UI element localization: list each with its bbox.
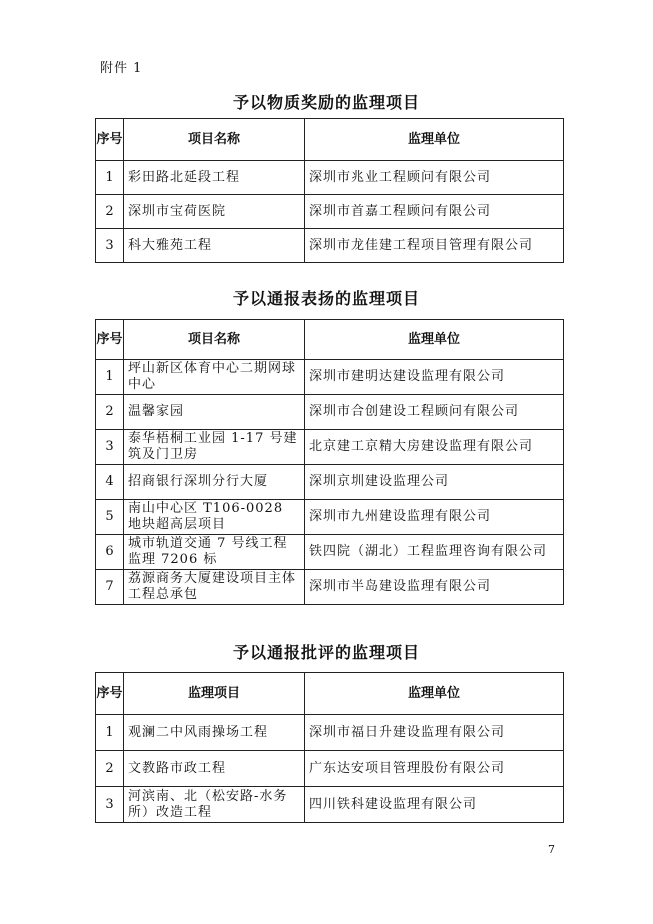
supervision-unit: 深圳市首嘉工程顾问有限公司 (305, 195, 564, 229)
table-header-row (96, 119, 564, 161)
supervision-unit: 深圳市半岛建设监理有限公司 (305, 570, 564, 605)
row-number: 2 (96, 751, 124, 787)
supervision-unit: 深圳市建明达建设监理有限公司 (305, 360, 564, 395)
header-index: 序号 (96, 673, 124, 715)
project-name: 南山中心区 T106-0028 地块超高层项目 (124, 500, 305, 535)
table-row (96, 395, 564, 430)
header-supervision-unit: 监理单位 (305, 119, 564, 161)
page-number: 7 (548, 843, 555, 856)
row-number: 2 (96, 195, 124, 229)
row-number: 2 (96, 395, 124, 430)
header-supervision-unit: 监理单位 (305, 673, 564, 715)
project-name: 河滨南、北（松安路-水务所）改造工程 (124, 787, 305, 823)
header-project-name: 项目名称 (124, 119, 305, 161)
project-name: 城市轨道交通 7 号线工程监理 7206 标 (124, 535, 305, 570)
table-header-row (96, 320, 564, 360)
supervision-unit: 深圳市龙佳建工程项目管理有限公司 (305, 229, 564, 263)
project-name: 文教路市政工程 (124, 751, 305, 787)
row-number: 7 (96, 570, 124, 605)
table-row (96, 570, 564, 605)
section-title-material-reward: 予以物质奖励的监理项目 (232, 93, 420, 112)
row-number: 1 (96, 161, 124, 195)
supervision-unit: 深圳市福日升建设监理有限公司 (305, 715, 564, 751)
header-supervision-unit: 监理单位 (305, 320, 564, 360)
row-number: 1 (96, 715, 124, 751)
header-supervision-project: 监理项目 (124, 673, 305, 715)
table-row (96, 195, 564, 229)
commendation-table (95, 319, 564, 605)
supervision-unit: 广东达安项目管理股份有限公司 (305, 751, 564, 787)
project-name: 泰华梧桐工业园 1-17 号建筑及门卫房 (124, 430, 305, 465)
supervision-unit: 深圳市兆业工程顾问有限公司 (305, 161, 564, 195)
table-header-row (96, 673, 564, 715)
criticism-table (95, 672, 564, 823)
table-row (96, 715, 564, 751)
project-name: 彩田路北延段工程 (124, 161, 305, 195)
table-row (96, 787, 564, 823)
table-row (96, 535, 564, 570)
header-index: 序号 (96, 320, 124, 360)
material-reward-table (95, 118, 564, 263)
project-name: 温馨家园 (124, 395, 305, 430)
row-number: 4 (96, 465, 124, 500)
supervision-unit: 北京建工京精大房建设监理有限公司 (305, 430, 564, 465)
row-number: 3 (96, 430, 124, 465)
project-name: 招商银行深圳分行大厦 (124, 465, 305, 500)
section-title-commendation: 予以通报表扬的监理项目 (232, 289, 420, 308)
attachment-label: 附件 1 (100, 61, 143, 76)
header-project-name: 项目名称 (124, 320, 305, 360)
section-title-criticism: 予以通报批评的监理项目 (232, 643, 420, 662)
table-row (96, 360, 564, 395)
project-name: 坪山新区体育中心二期网球中心 (124, 360, 305, 395)
project-name: 科大雅苑工程 (124, 229, 305, 263)
supervision-unit: 四川铁科建设监理有限公司 (305, 787, 564, 823)
table-row (96, 751, 564, 787)
supervision-unit: 铁四院（湖北）工程监理咨询有限公司 (305, 535, 564, 570)
supervision-unit: 深圳京圳建设监理公司 (305, 465, 564, 500)
supervision-unit: 深圳市九州建设监理有限公司 (305, 500, 564, 535)
project-name: 观澜二中风雨操场工程 (124, 715, 305, 751)
table-row (96, 430, 564, 465)
project-name: 荔源商务大厦建设项目主体工程总承包 (124, 570, 305, 605)
table-row (96, 161, 564, 195)
row-number: 5 (96, 500, 124, 535)
project-name: 深圳市宝荷医院 (124, 195, 305, 229)
header-index: 序号 (96, 119, 124, 161)
table-row (96, 465, 564, 500)
row-number: 3 (96, 787, 124, 823)
table-row (96, 500, 564, 535)
row-number: 1 (96, 360, 124, 395)
row-number: 3 (96, 229, 124, 263)
supervision-unit: 深圳市合创建设工程顾问有限公司 (305, 395, 564, 430)
table-row (96, 229, 564, 263)
row-number: 6 (96, 535, 124, 570)
